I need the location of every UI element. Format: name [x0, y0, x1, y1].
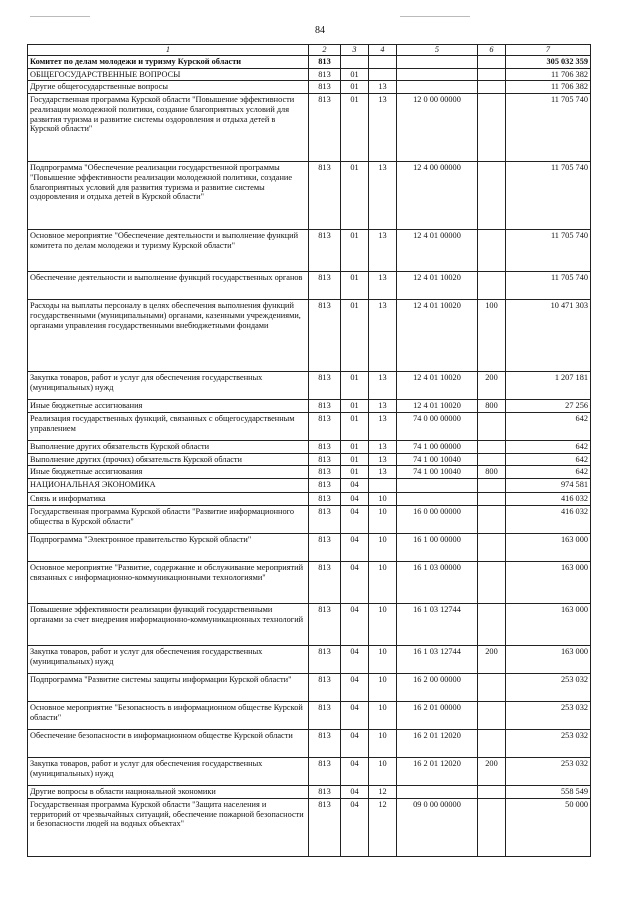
row-subsection-code: 13 — [369, 440, 397, 453]
row-target-article: 12 4 01 10020 — [397, 400, 478, 413]
row-ministry-code: 813 — [309, 466, 341, 479]
row-expense-type — [478, 604, 506, 646]
row-expense-type — [478, 440, 506, 453]
row-target-article: 12 4 01 10020 — [397, 272, 478, 300]
table-row — [28, 534, 591, 562]
table-row — [28, 300, 591, 372]
column-header-7: 7 — [506, 45, 591, 56]
row-target-article: 74 1 00 10040 — [397, 453, 478, 466]
row-amount: 27 256 — [506, 400, 591, 413]
row-amount: 416 032 — [506, 506, 591, 534]
row-target-article — [397, 786, 478, 799]
row-amount: 11 705 740 — [506, 94, 591, 162]
row-expense-type — [478, 798, 506, 856]
row-ministry-code: 813 — [309, 372, 341, 400]
row-ministry-code: 813 — [309, 453, 341, 466]
row-expense-type — [478, 230, 506, 272]
row-name: Закупка товаров, работ и услуг для обеспечения государственных (муниципальных) нужд — [28, 646, 309, 674]
row-expense-type — [478, 272, 506, 300]
column-header-6: 6 — [478, 45, 506, 56]
row-section-code: 01 — [341, 94, 369, 162]
row-subsection-code: 12 — [369, 786, 397, 799]
row-name: Государственная программа Курской области "Развитие информационного общества в Курской области" — [28, 506, 309, 534]
row-expense-type — [478, 68, 506, 81]
row-target-article: 12 0 00 00000 — [397, 94, 478, 162]
row-expense-type — [478, 534, 506, 562]
row-target-article: 12 4 01 10020 — [397, 372, 478, 400]
row-ministry-code: 813 — [309, 506, 341, 534]
row-ministry-code: 813 — [309, 534, 341, 562]
table-row — [28, 702, 591, 730]
table-row — [28, 562, 591, 604]
row-ministry-code: 813 — [309, 646, 341, 674]
row-name: Государственная программа Курской области "Повышение эффективности реализации молодежной политики, создание благоприятных условий для развития туризма и развитие системы оздоровления и отдыха детей в Курской области" — [28, 94, 309, 162]
row-name: Связь и информатика — [28, 493, 309, 506]
row-subsection-code: 13 — [369, 81, 397, 94]
row-name: НАЦИОНАЛЬНАЯ ЭКОНОМИКА — [28, 479, 309, 493]
row-ministry-code: 813 — [309, 702, 341, 730]
row-subsection-code: 13 — [369, 94, 397, 162]
row-expense-type — [478, 81, 506, 94]
row-subsection-code: 13 — [369, 300, 397, 372]
row-target-article: 16 2 01 12020 — [397, 758, 478, 786]
table-row — [28, 493, 591, 506]
row-expense-type — [478, 493, 506, 506]
row-amount: 558 549 — [506, 786, 591, 799]
table-row — [28, 400, 591, 413]
row-ministry-code: 813 — [309, 400, 341, 413]
row-expense-type — [478, 730, 506, 758]
row-subsection-code: 13 — [369, 412, 397, 440]
row-section-code: 01 — [341, 300, 369, 372]
column-header-1: 1 — [28, 45, 309, 56]
table-row — [28, 479, 591, 493]
table-row — [28, 55, 591, 68]
row-expense-type — [478, 453, 506, 466]
row-target-article: 16 2 01 12020 — [397, 730, 478, 758]
row-ministry-code: 813 — [309, 730, 341, 758]
row-subsection-code: 13 — [369, 372, 397, 400]
row-subsection-code — [369, 55, 397, 68]
row-ministry-code: 813 — [309, 272, 341, 300]
row-expense-type — [478, 412, 506, 440]
column-header-5: 5 — [397, 45, 478, 56]
row-subsection-code: 13 — [369, 466, 397, 479]
row-ministry-code: 813 — [309, 81, 341, 94]
row-amount: 163 000 — [506, 646, 591, 674]
row-target-article — [397, 81, 478, 94]
row-name: Другие вопросы в области национальной экономики — [28, 786, 309, 799]
row-subsection-code: 12 — [369, 798, 397, 856]
row-section-code: 04 — [341, 786, 369, 799]
row-ministry-code: 813 — [309, 758, 341, 786]
row-expense-type — [478, 674, 506, 702]
row-section-code: 04 — [341, 506, 369, 534]
row-name: Иные бюджетные ассигнования — [28, 400, 309, 413]
row-section-code: 04 — [341, 674, 369, 702]
row-name: Расходы на выплаты персоналу в целях обеспечения выполнения функций государственными (муниципальными) органами, казенными учреждениями, органами управления государственными внебюджетными фондами — [28, 300, 309, 372]
row-ministry-code: 813 — [309, 798, 341, 856]
table-row — [28, 466, 591, 479]
row-expense-type — [478, 479, 506, 493]
row-expense-type — [478, 94, 506, 162]
row-target-article: 16 2 00 00000 — [397, 674, 478, 702]
row-subsection-code: 10 — [369, 604, 397, 646]
row-ministry-code: 813 — [309, 94, 341, 162]
row-ministry-code: 813 — [309, 786, 341, 799]
row-amount: 163 000 — [506, 562, 591, 604]
row-expense-type — [478, 702, 506, 730]
row-expense-type — [478, 506, 506, 534]
row-amount: 1 207 181 — [506, 372, 591, 400]
row-section-code — [341, 55, 369, 68]
row-section-code: 01 — [341, 372, 369, 400]
row-expense-type: 200 — [478, 758, 506, 786]
row-ministry-code: 813 — [309, 493, 341, 506]
row-target-article: 16 1 03 12744 — [397, 604, 478, 646]
table-row — [28, 162, 591, 230]
row-subsection-code: 10 — [369, 506, 397, 534]
row-target-article: 12 4 00 00000 — [397, 162, 478, 230]
row-section-code: 01 — [341, 440, 369, 453]
row-section-code: 01 — [341, 412, 369, 440]
row-amount: 416 032 — [506, 493, 591, 506]
row-section-code: 01 — [341, 81, 369, 94]
row-amount: 11 705 740 — [506, 162, 591, 230]
column-header-4: 4 — [369, 45, 397, 56]
row-ministry-code: 813 — [309, 412, 341, 440]
table-row — [28, 272, 591, 300]
table-row — [28, 440, 591, 453]
row-subsection-code: 10 — [369, 730, 397, 758]
row-ministry-code: 813 — [309, 479, 341, 493]
row-ministry-code: 813 — [309, 55, 341, 68]
row-amount: 253 032 — [506, 758, 591, 786]
row-section-code: 04 — [341, 534, 369, 562]
row-name: Обеспечение безопасности в информационном обществе Курской области — [28, 730, 309, 758]
table-row — [28, 372, 591, 400]
row-amount: 974 581 — [506, 479, 591, 493]
row-name: Подпрограмма "Развитие системы защиты информации Курской области" — [28, 674, 309, 702]
row-section-code: 04 — [341, 730, 369, 758]
row-name: ОБЩЕГОСУДАРСТВЕННЫЕ ВОПРОСЫ — [28, 68, 309, 81]
row-target-article: 16 1 00 00000 — [397, 534, 478, 562]
row-name: Выполнение других обязательств Курской области — [28, 440, 309, 453]
row-expense-type — [478, 162, 506, 230]
row-name: Основное мероприятие "Безопасность в информационном обществе Курской области" — [28, 702, 309, 730]
row-section-code: 04 — [341, 562, 369, 604]
row-target-article: 09 0 00 00000 — [397, 798, 478, 856]
row-amount: 642 — [506, 466, 591, 479]
table-row — [28, 798, 591, 856]
row-subsection-code: 10 — [369, 758, 397, 786]
row-name: Иные бюджетные ассигнования — [28, 466, 309, 479]
row-name: Закупка товаров, работ и услуг для обеспечения государственных (муниципальных) нужд — [28, 758, 309, 786]
row-ministry-code: 813 — [309, 230, 341, 272]
row-target-article: 74 1 00 00000 — [397, 440, 478, 453]
table-row — [28, 68, 591, 81]
row-section-code: 01 — [341, 400, 369, 413]
row-target-article: 16 1 03 12744 — [397, 646, 478, 674]
row-subsection-code: 13 — [369, 162, 397, 230]
column-header-2: 2 — [309, 45, 341, 56]
row-amount: 10 471 303 — [506, 300, 591, 372]
row-subsection-code: 13 — [369, 400, 397, 413]
row-expense-type: 800 — [478, 400, 506, 413]
row-target-article: 74 1 00 10040 — [397, 466, 478, 479]
row-name: Комитет по делам молодежи и туризму Курской области — [28, 55, 309, 68]
row-subsection-code: 13 — [369, 453, 397, 466]
row-target-article: 16 0 00 00000 — [397, 506, 478, 534]
row-target-article: 16 1 03 00000 — [397, 562, 478, 604]
row-target-article — [397, 55, 478, 68]
row-amount: 642 — [506, 453, 591, 466]
row-name: Обеспечение деятельности и выполнение функций государственных органов — [28, 272, 309, 300]
row-amount: 642 — [506, 412, 591, 440]
row-section-code: 04 — [341, 646, 369, 674]
row-amount: 11 705 740 — [506, 272, 591, 300]
row-target-article: 12 4 01 00000 — [397, 230, 478, 272]
row-section-code: 01 — [341, 466, 369, 479]
row-subsection-code — [369, 68, 397, 81]
row-ministry-code: 813 — [309, 300, 341, 372]
row-amount: 253 032 — [506, 702, 591, 730]
table-row — [28, 646, 591, 674]
row-ministry-code: 813 — [309, 440, 341, 453]
row-ministry-code: 813 — [309, 562, 341, 604]
column-number-row — [28, 45, 591, 56]
row-name: Повышение эффективности реализации функций государственными органами за счет внедрения информационно-коммуникационных технологий — [28, 604, 309, 646]
row-amount: 163 000 — [506, 534, 591, 562]
budget-table — [27, 44, 591, 857]
scan-artifact-left — [30, 16, 90, 17]
row-expense-type: 200 — [478, 646, 506, 674]
row-amount: 253 032 — [506, 730, 591, 758]
row-subsection-code: 10 — [369, 562, 397, 604]
row-ministry-code: 813 — [309, 604, 341, 646]
column-header-3: 3 — [341, 45, 369, 56]
row-section-code: 04 — [341, 604, 369, 646]
row-amount: 163 000 — [506, 604, 591, 646]
row-subsection-code: 10 — [369, 674, 397, 702]
row-expense-type: 800 — [478, 466, 506, 479]
row-section-code: 01 — [341, 68, 369, 81]
row-subsection-code: 10 — [369, 646, 397, 674]
row-section-code: 01 — [341, 272, 369, 300]
row-section-code: 04 — [341, 493, 369, 506]
row-expense-type — [478, 55, 506, 68]
row-amount: 11 706 382 — [506, 68, 591, 81]
table-row — [28, 786, 591, 799]
row-name: Закупка товаров, работ и услуг для обеспечения государственных (муниципальных) нужд — [28, 372, 309, 400]
row-amount: 11 705 740 — [506, 230, 591, 272]
table-row — [28, 604, 591, 646]
row-name: Подпрограмма "Электронное правительство Курской области" — [28, 534, 309, 562]
row-target-article: 16 2 01 00000 — [397, 702, 478, 730]
row-section-code: 04 — [341, 479, 369, 493]
row-ministry-code: 813 — [309, 68, 341, 81]
table-row — [28, 758, 591, 786]
table-row — [28, 94, 591, 162]
row-name: Основное мероприятие "Развитие, содержание и обслуживание мероприятий связанных с информационно-коммуникационными технологиями" — [28, 562, 309, 604]
row-section-code: 01 — [341, 453, 369, 466]
table-row — [28, 506, 591, 534]
row-subsection-code: 10 — [369, 534, 397, 562]
row-expense-type: 200 — [478, 372, 506, 400]
row-expense-type: 100 — [478, 300, 506, 372]
row-ministry-code: 813 — [309, 162, 341, 230]
row-subsection-code: 10 — [369, 702, 397, 730]
scan-artifact-right — [400, 16, 470, 17]
row-ministry-code: 813 — [309, 674, 341, 702]
table-row — [28, 730, 591, 758]
row-expense-type — [478, 786, 506, 799]
row-target-article: 12 4 01 10020 — [397, 300, 478, 372]
row-name: Другие общегосударственные вопросы — [28, 81, 309, 94]
row-subsection-code: 13 — [369, 272, 397, 300]
row-section-code: 04 — [341, 798, 369, 856]
row-target-article — [397, 479, 478, 493]
row-section-code: 04 — [341, 702, 369, 730]
table-row — [28, 453, 591, 466]
row-subsection-code: 13 — [369, 230, 397, 272]
row-section-code: 01 — [341, 162, 369, 230]
row-amount: 11 706 382 — [506, 81, 591, 94]
row-expense-type — [478, 562, 506, 604]
row-name: Подпрограмма "Обеспечение реализации государственной программы "Повышение эффективности реализации молодежной политики, создание благоприятных условий для развития туризма и развитие системы оздоровления и отдыха детей в Курской области" — [28, 162, 309, 230]
row-target-article — [397, 68, 478, 81]
row-name: Реализация государственных функций, связанных с общегосударственным управлением — [28, 412, 309, 440]
page-number: 84 — [315, 25, 325, 36]
row-amount: 253 032 — [506, 674, 591, 702]
row-section-code: 04 — [341, 758, 369, 786]
row-amount: 305 032 359 — [506, 55, 591, 68]
row-name: Государственная программа Курской области "Защита населения и территорий от чрезвычайных ситуаций, обеспечение пожарной безопасности и безопасности людей на водных объектах" — [28, 798, 309, 856]
table-row — [28, 412, 591, 440]
row-amount: 642 — [506, 440, 591, 453]
row-section-code: 01 — [341, 230, 369, 272]
table-row — [28, 674, 591, 702]
table-row — [28, 81, 591, 94]
row-subsection-code — [369, 479, 397, 493]
row-amount: 50 000 — [506, 798, 591, 856]
row-target-article — [397, 493, 478, 506]
table-row — [28, 230, 591, 272]
row-name: Выполнение других (прочих) обязательств Курской области — [28, 453, 309, 466]
row-name: Основное мероприятие "Обеспечение деятельности и выполнение функций комитета по делам молодежи и туризму Курской области" — [28, 230, 309, 272]
row-target-article: 74 0 00 00000 — [397, 412, 478, 440]
row-subsection-code: 10 — [369, 493, 397, 506]
